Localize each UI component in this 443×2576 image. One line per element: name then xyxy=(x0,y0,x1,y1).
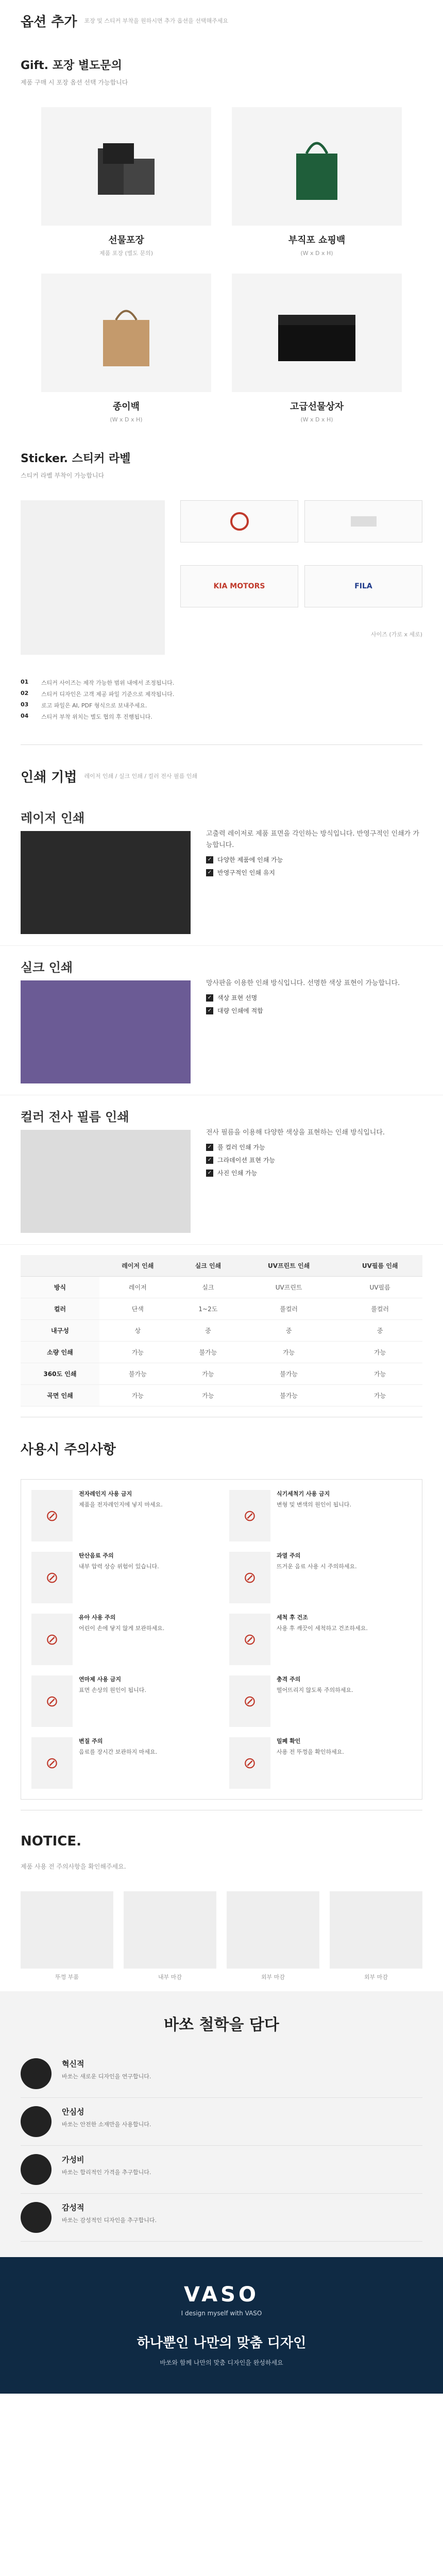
table-row: 방식 레이저 실크 UV프린트 UV필름 xyxy=(21,1277,422,1298)
method-silk xyxy=(0,946,443,1095)
caution-item: ⊘ 탄산음료 주의 내부 압력 상승 위험이 있습니다. xyxy=(31,1552,214,1603)
notice-image: 외부 마감 xyxy=(330,1891,422,1981)
method-title: 컬러 전사 필름 인쇄 xyxy=(21,1110,129,1124)
caution-item: ⊘ 유아 사용 주의 어린이 손에 닿지 않게 보관하세요. xyxy=(31,1614,214,1665)
brand-desc: 바쏘와 함께 나만의 맞춤 디자인을 완성하세요 xyxy=(160,2359,283,2366)
philosophy-section xyxy=(0,1991,443,2257)
caution-item: ⊘ 세척 후 건조 사용 후 깨끗이 세척하고 건조하세요. xyxy=(229,1614,412,1665)
method-feature: ✓ 그라데이션 표현 가능 xyxy=(206,1156,422,1164)
method-feature: ✓ 대량 인쇄에 적합 xyxy=(206,1006,422,1015)
gift-card xyxy=(232,274,402,425)
check-icon: ✓ xyxy=(206,1170,213,1177)
option-section xyxy=(0,0,443,434)
caution-item: ⊘ 과열 주의 뜨거운 음료 사용 시 주의하세요. xyxy=(229,1552,412,1603)
warning-icon: ⊘ xyxy=(31,1737,73,1789)
gift-name: 종이백 xyxy=(112,401,140,412)
sticker-sample-fila: FILA xyxy=(304,565,422,607)
brand-tagline: 하나뿐인 나만의 맞춤 디자인 xyxy=(137,2335,306,2351)
option-title: 옵션 추가 xyxy=(21,14,77,30)
notice-section xyxy=(0,1821,443,1991)
sticker-size: 사이즈 (가로 x 세로) xyxy=(371,631,422,638)
badge-icon xyxy=(21,2058,52,2089)
brand-logo: VASO xyxy=(183,2283,259,2307)
warning-icon: ⊘ xyxy=(229,1552,270,1603)
notice-image: 뚜껑 부품 xyxy=(21,1891,113,1981)
gift-grid xyxy=(0,97,443,434)
gift-card xyxy=(41,107,211,258)
brand-section xyxy=(0,2257,443,2394)
note-item: 03 로고 파일은 AI, PDF 형식으로 보내주세요. xyxy=(21,701,147,709)
note-item: 04 스티커 부착 위치는 별도 협의 후 진행됩니다. xyxy=(21,713,152,720)
warning-icon: ⊘ xyxy=(31,1490,73,1541)
sticker-sample xyxy=(304,500,422,543)
method-feature: ✓ 색상 표현 선명 xyxy=(206,993,422,1002)
method-feature: ✓ 풀 컬러 인쇄 가능 xyxy=(206,1143,422,1151)
caution-item: ⊘ 밀폐 확인 사용 전 뚜껑을 확인하세요. xyxy=(229,1737,412,1789)
method-feature: ✓ 사진 인쇄 가능 xyxy=(206,1168,422,1177)
philosophy-row: 가성비 바쏘는 합리적인 가격을 추구합니다. xyxy=(21,2146,422,2194)
caution-item: ⊘ 식기세척기 사용 금지 변형 및 변색의 원인이 됩니다. xyxy=(229,1490,412,1541)
gift-sub: 제품 포장 (별도 문의) xyxy=(99,250,154,257)
notice-image: 외부 마감 xyxy=(227,1891,319,1981)
gift-sub: (W x D x H) xyxy=(110,416,143,423)
table-row: 컬러 단색 1~2도 풀컬러 풀컬러 xyxy=(21,1298,422,1320)
gift-sub: (W x D x H) xyxy=(300,250,333,257)
philosophy-title: 바쏘 철학을 담다 xyxy=(164,2016,279,2034)
caution-item: ⊘ 변질 주의 음료를 장시간 보관하지 마세요. xyxy=(31,1737,214,1789)
caution-item: ⊘ 충격 주의 떨어뜨리지 않도록 주의하세요. xyxy=(229,1675,412,1727)
warning-icon: ⊘ xyxy=(229,1737,270,1789)
warning-icon: ⊘ xyxy=(229,1614,270,1665)
philosophy-row: 감성적 바쏘는 감성적인 디자인을 추구합니다. xyxy=(21,2194,422,2242)
gift-name: 부직포 쇼핑백 xyxy=(288,235,346,246)
method-desc: 망사판을 이용한 인쇄 방식입니다. 선명한 색상 표현이 가능합니다. xyxy=(206,979,400,987)
table-row: 내구성 상 중 중 중 xyxy=(21,1320,422,1342)
gift-box-image xyxy=(41,107,211,226)
table-header-row: 레이저 인쇄 실크 인쇄 UV프린트 인쇄 UV필름 인쇄 xyxy=(21,1255,422,1277)
gift-title: Gift. 포장 별도문의 xyxy=(21,59,122,72)
check-icon: ✓ xyxy=(206,994,213,1002)
warning-icon: ⊘ xyxy=(229,1675,270,1727)
caution-header xyxy=(0,1428,443,1469)
option-desc: 포장 및 스티커 부착을 원하시면 추가 옵션을 선택해주세요 xyxy=(84,18,229,24)
warning-icon: ⊘ xyxy=(31,1675,73,1727)
sticker-sample xyxy=(180,500,298,543)
badge-icon xyxy=(21,2202,52,2233)
caution-item: ⊘ 전자레인지 사용 금지 제품을 전자레인지에 넣지 마세요. xyxy=(31,1490,214,1541)
premium-box-image xyxy=(232,274,402,392)
notice-image: 내부 마감 xyxy=(124,1891,216,1981)
note-item: 01 스티커 사이즈는 제작 가능한 범위 내에서 조정됩니다. xyxy=(21,679,175,686)
notice-images xyxy=(0,1881,443,1991)
warning-icon: ⊘ xyxy=(31,1552,73,1603)
method-desc: 고출력 레이저로 제품 표면을 각인하는 방식입니다. 반영구적인 인쇄가 가능합니다. xyxy=(206,830,419,850)
gift-sub: (W x D x H) xyxy=(300,416,333,423)
method-feature: ✓ 반영구적인 인쇄 유지 xyxy=(206,868,422,877)
gift-caption: 제품 구매 시 포장 옵션 선택 가능합니다 xyxy=(21,79,128,86)
philosophy-row: 혁신적 바쏘는 새로운 디자인을 연구합니다. xyxy=(21,2050,422,2098)
notice-header xyxy=(0,1821,443,1862)
warning-icon: ⊘ xyxy=(229,1490,270,1541)
table-row: 소량 인쇄 가능 불가능 가능 가능 xyxy=(21,1342,422,1363)
printing-section xyxy=(0,755,443,1406)
sticker-wrap xyxy=(0,490,443,665)
method-title: 레이저 인쇄 xyxy=(21,811,85,825)
caution-title: 사용시 주의사항 xyxy=(21,1442,116,1458)
laser-image xyxy=(21,831,191,934)
method-title: 실크 인쇄 xyxy=(21,960,73,975)
compare-table xyxy=(21,1255,422,1406)
check-icon: ✓ xyxy=(206,869,213,876)
option-header xyxy=(0,0,443,41)
caution-grid xyxy=(21,1479,422,1800)
caution-item: ⊘ 연마제 사용 금지 표면 손상의 원인이 됩니다. xyxy=(31,1675,214,1727)
gift-name: 선물포장 xyxy=(108,235,144,246)
warning-icon: ⊘ xyxy=(31,1614,73,1665)
method-film xyxy=(0,1095,443,1245)
check-icon: ✓ xyxy=(206,856,213,863)
badge-icon xyxy=(21,2106,52,2137)
gift-card xyxy=(232,107,402,258)
sticker-sample-kia: KIA MOTORS xyxy=(180,565,298,607)
table-row: 곡면 인쇄 가능 가능 불가능 가능 xyxy=(21,1385,422,1406)
nonwoven-bag-image xyxy=(232,107,402,226)
paper-bag-image xyxy=(41,274,211,392)
gift-card xyxy=(41,274,211,425)
sticker-title: Sticker. 스티커 라벨 xyxy=(21,452,131,465)
table-row: 360도 인쇄 불가능 가능 불가능 가능 xyxy=(21,1363,422,1385)
method-laser xyxy=(0,796,443,946)
sticker-caption: 스티커 라벨 부착이 가능합니다 xyxy=(21,472,105,479)
badge-icon xyxy=(21,2154,52,2185)
check-icon: ✓ xyxy=(206,1144,213,1151)
method-desc: 전사 필름을 이용해 다양한 색상을 표현하는 인쇄 방식입니다. xyxy=(206,1129,385,1137)
sticker-samples xyxy=(180,500,422,655)
note-item: 02 스티커 디자인은 고객 제공 파일 기준으로 제작됩니다. xyxy=(21,690,175,698)
printing-header xyxy=(0,755,443,796)
method-feature: ✓ 다양한 제품에 인쇄 가능 xyxy=(206,855,422,864)
sticker-section xyxy=(0,434,443,734)
caution-section xyxy=(0,1428,443,1800)
sticker-box-image xyxy=(21,500,165,655)
divider xyxy=(21,744,422,745)
brand-sub: I design myself with VASO xyxy=(181,2310,262,2317)
notice-desc: 제품 사용 전 주의사항을 확인해주세요. xyxy=(21,1863,126,1870)
printing-desc: 레이저 인쇄 / 실크 인쇄 / 컬러 전사 필름 인쇄 xyxy=(84,773,198,779)
notice-title: NOTICE. xyxy=(21,1834,81,1849)
check-icon: ✓ xyxy=(206,1007,213,1014)
printing-title: 인쇄 기법 xyxy=(21,769,77,785)
gift-name: 고급선물상자 xyxy=(289,401,344,412)
check-icon: ✓ xyxy=(206,1157,213,1164)
film-image xyxy=(21,1130,191,1233)
silk-image xyxy=(21,980,191,1083)
sticker-notes xyxy=(0,665,443,734)
philosophy-row: 안심성 바쏘는 안전한 소재만을 사용합니다. xyxy=(21,2098,422,2146)
